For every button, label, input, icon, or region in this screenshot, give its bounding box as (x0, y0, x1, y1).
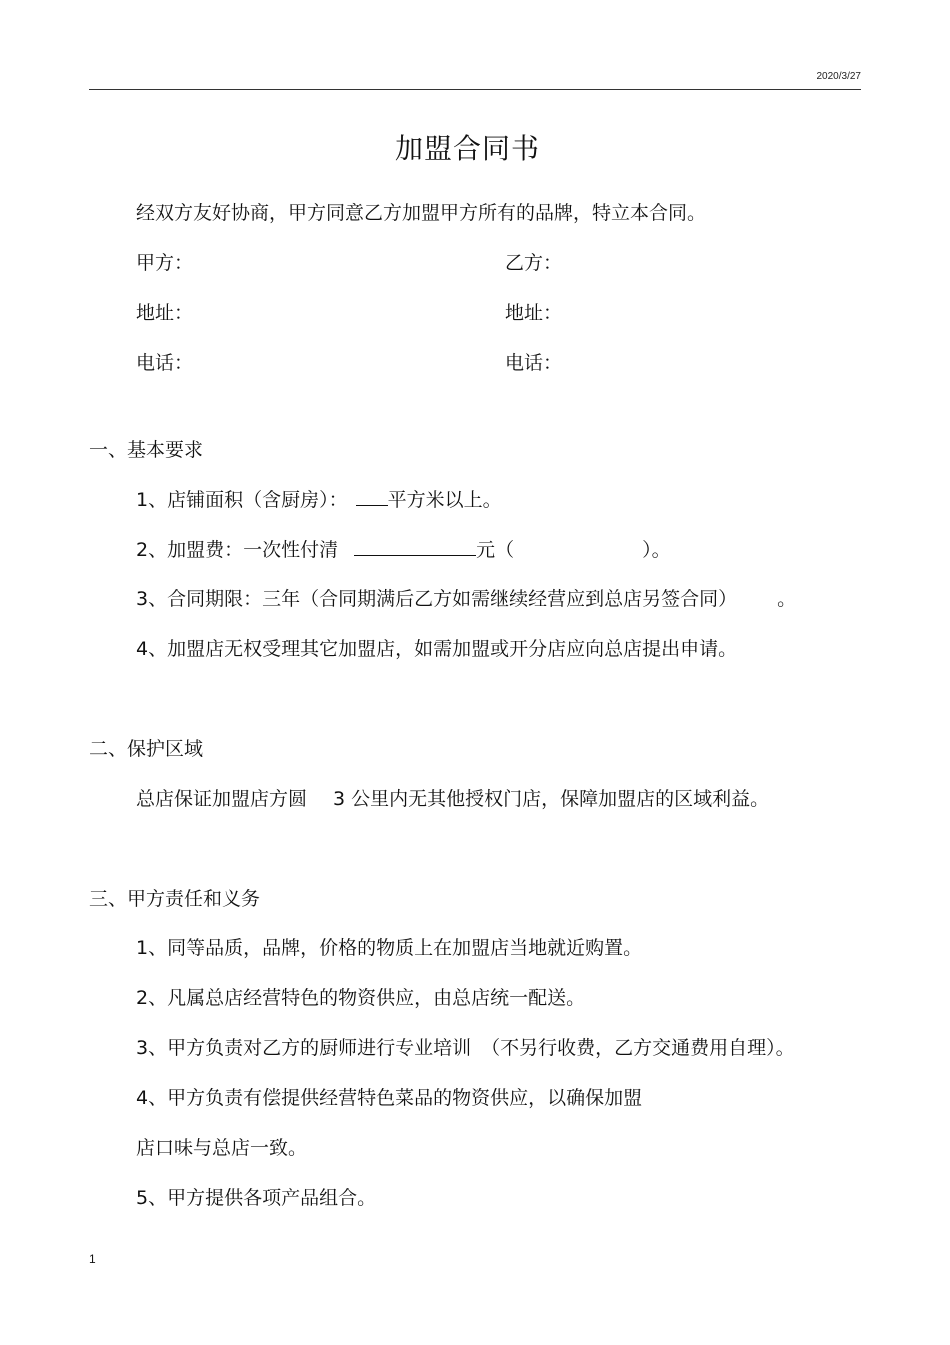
party-a-label: 甲方： (136, 252, 194, 274)
document-title: 加盟合同书 (394, 132, 540, 165)
section3-item3 (136, 1036, 795, 1060)
section3-item3-prefix: 3、甲方负责对乙方的厨师进行专业培训 (136, 1037, 472, 1059)
section2-body (136, 787, 769, 811)
page-number: 1 (89, 1252, 96, 1266)
section3-item5: 5、甲方提供各项产品组合。 (136, 1187, 377, 1209)
franchise-fee-blank (354, 537, 476, 556)
phone-b-label: 电话： (505, 352, 563, 374)
section1-item1 (136, 487, 502, 512)
section1-item2-close: ）。 (642, 539, 671, 561)
section3-item4-line2: 店口味与总店一致。 (136, 1137, 308, 1159)
section1-item2-unit: 元（ (476, 539, 515, 561)
section1-item2-prefix: 2、加盟费：一次性付清 (136, 539, 339, 561)
section1-item2 (136, 537, 671, 562)
header-rule (89, 89, 861, 90)
section2-heading: 二、保护区域 (89, 738, 204, 760)
section2-body-prefix: 总店保证加盟店方圆 (136, 788, 308, 810)
address-b-label: 地址： (505, 302, 563, 324)
section3-item2: 2、凡属总店经营特色的物资供应，由总店统一配送。 (136, 987, 586, 1009)
party-b-label: 乙方： (505, 252, 563, 274)
section1-item1-prefix: 1、店铺面积（含厨房）： (136, 489, 348, 511)
phone-a-label: 电话： (136, 352, 194, 374)
section1-item4: 4、加盟店无权受理其它加盟店，如需加盟或开分店应向总店提出申请。 (136, 638, 738, 660)
section3-item3-suffix: （不另行收费，乙方交通费用自理）。 (481, 1037, 795, 1059)
section3-heading: 三、甲方责任和义务 (89, 888, 261, 910)
section3-item4-line1: 4、甲方负责有偿提供经营特色菜品的物资供应，以确保加盟 (136, 1087, 643, 1109)
intro-paragraph: 经双方友好协商，甲方同意乙方加盟甲方所有的品牌，特立本合同。 (136, 202, 707, 224)
shop-area-blank (356, 487, 388, 506)
section1-heading: 一、基本要求 (89, 439, 204, 461)
header-date: 2020/3/27 (816, 71, 861, 82)
section1-item1-suffix: 平方米以上。 (387, 489, 502, 511)
section1-item3-end: 。 (777, 588, 797, 610)
section1-item3 (136, 587, 796, 611)
section3-item1: 1、同等品质，品牌，价格的物质上在加盟店当地就近购置。 (136, 937, 643, 959)
address-a-label: 地址： (136, 302, 194, 324)
section2-body-suffix: 3 公里内无其他授权门店，保障加盟店的区域利益。 (333, 788, 770, 810)
section1-item3-text: 3、合同期限：三年（合同期满后乙方如需继续经营应到总店另签合同） (136, 588, 738, 610)
